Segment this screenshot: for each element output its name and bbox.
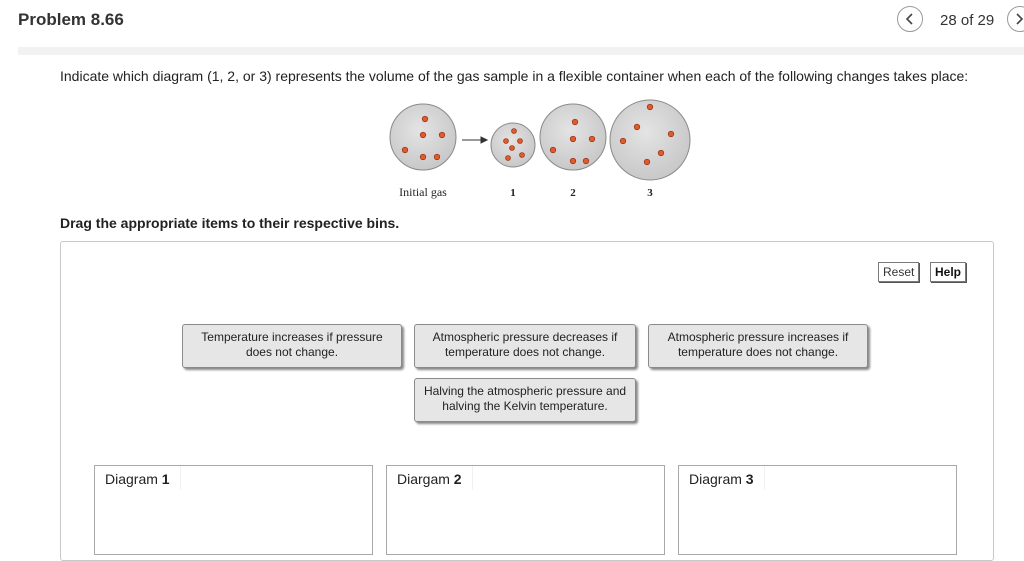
bin-label: Diagram 3 bbox=[679, 466, 765, 490]
reset-button[interactable]: Reset bbox=[878, 262, 919, 282]
question-instruction: Indicate which diagram (1, 2, or 3) represents the volume of the gas sample in a flexible container when each of the following changes takes place: bbox=[60, 68, 969, 84]
draggable-item-temperature-increases[interactable]: Temperature increases if pressure does not change. bbox=[182, 324, 402, 368]
help-button[interactable]: Help bbox=[930, 262, 966, 282]
gas-diagram-figure bbox=[380, 95, 700, 210]
arrow-icon bbox=[462, 137, 487, 143]
draggable-item-pressure-increases[interactable]: Atmospheric pressure increases if temperature does not change. bbox=[648, 324, 868, 368]
problem-counter: 28 of 29 bbox=[940, 12, 995, 29]
gas-volume-diagrams bbox=[380, 95, 700, 205]
bin-label: Diargam 2 bbox=[387, 466, 473, 490]
next-problem-button[interactable] bbox=[1007, 6, 1024, 32]
bin-diagram-1[interactable] bbox=[94, 465, 373, 555]
diagram-2-label: 2 bbox=[570, 187, 576, 199]
header-divider bbox=[18, 47, 1024, 55]
problem-title: Problem 8.66 bbox=[18, 10, 124, 29]
chevron-left-icon bbox=[905, 13, 915, 25]
draggable-item-halving-pressure-temperature[interactable]: Halving the atmospheric pressure and halving the Kelvin temperature. bbox=[414, 378, 636, 422]
diagram-1-label: 1 bbox=[510, 187, 516, 199]
initial-gas-label: Initial gas bbox=[399, 185, 447, 199]
drag-instruction: Drag the appropriate items to their respective bins. bbox=[60, 215, 400, 231]
previous-problem-button[interactable] bbox=[897, 6, 923, 32]
draggable-item-pressure-decreases[interactable]: Atmospheric pressure decreases if temperature does not change. bbox=[414, 324, 636, 368]
diagram-3-label: 3 bbox=[647, 187, 653, 199]
bin-diagram-2[interactable] bbox=[386, 465, 665, 555]
bin-label: Diagram 1 bbox=[95, 466, 181, 490]
chevron-right-icon bbox=[1014, 13, 1024, 25]
bin-diagram-3[interactable] bbox=[678, 465, 957, 555]
